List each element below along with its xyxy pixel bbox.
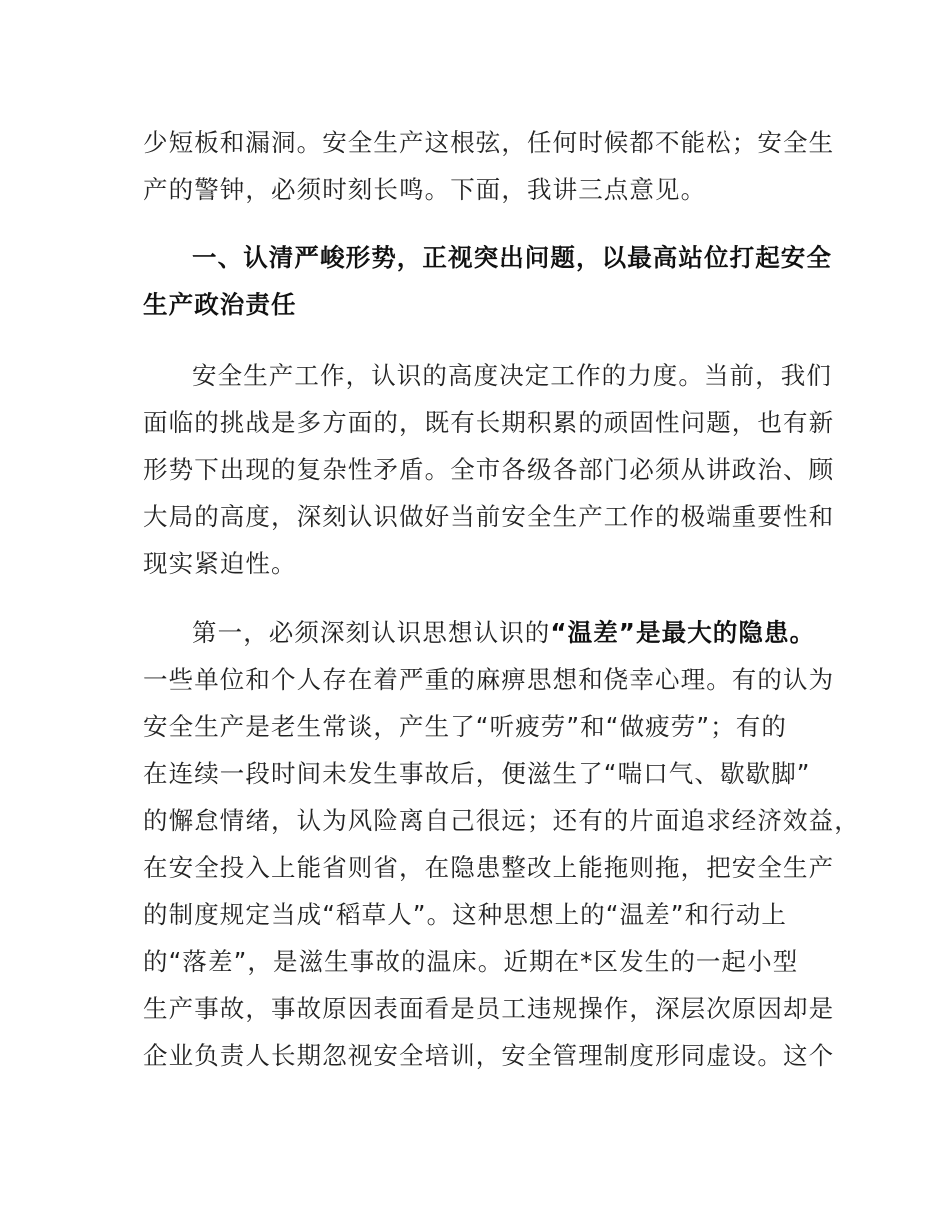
body-line: 生产事故，事故原因表面看是员工违规操作，深层次原因却是	[143, 994, 835, 1023]
subheading-lead: 第一，必须深刻认识思想认识的	[192, 618, 551, 647]
subheading-line	[192, 618, 815, 648]
section-heading: 生产政治责任	[143, 290, 297, 319]
body-line: 的懈怠情绪，认为风险离自己很远；还有的片面追求经济效益，	[143, 806, 860, 835]
body-line: 的制度规定当成“稻草人”。这种思想上的“温差”和行动上	[143, 900, 787, 929]
body-line: 的“落差”，是滋生事故的温床。近期在*区发生的一起小型	[143, 947, 799, 976]
body-line: 安全生产是老生常谈，产生了“听疲劳”和“做疲劳”；有的	[143, 712, 787, 741]
body-line: 现实紧迫性。	[143, 549, 297, 578]
body-line: 形势下出现的复杂性矛盾。全市各级各部门必须从讲政治、顾	[143, 455, 835, 484]
body-line: 面临的挑战是多方面的，既有长期积累的顽固性问题，也有新	[143, 408, 835, 437]
body-line: 在安全投入上能省则省，在隐患整改上能拖则拖，把安全生产	[143, 853, 835, 882]
section-heading: 一、认清严峻形势，正视突出问题，以最高站位打起安全	[192, 243, 832, 272]
body-line: 在连续一段时间未发生事故后，便滋生了“喘口气、歇歇脚”	[143, 759, 811, 788]
body-line: 安全生产工作，认识的高度决定工作的力度。当前，我们	[192, 361, 832, 390]
body-line: 大局的高度，深刻认识做好当前安全生产工作的极端重要性和	[143, 502, 835, 531]
body-line: 企业负责人长期忽视安全培训，安全管理制度形同虚设。这个	[143, 1041, 835, 1070]
body-line: 少短板和漏洞。安全生产这根弦，任何时候都不能松；安全生	[143, 128, 835, 157]
body-line: 产的警钟，必须时刻长鸣。下面，我讲三点意见。	[143, 175, 707, 204]
body-line: 一些单位和个人存在着严重的麻痹思想和侥幸心理。有的认为	[143, 665, 835, 694]
subheading-bold: “温差”是最大的隐患。	[550, 618, 816, 647]
